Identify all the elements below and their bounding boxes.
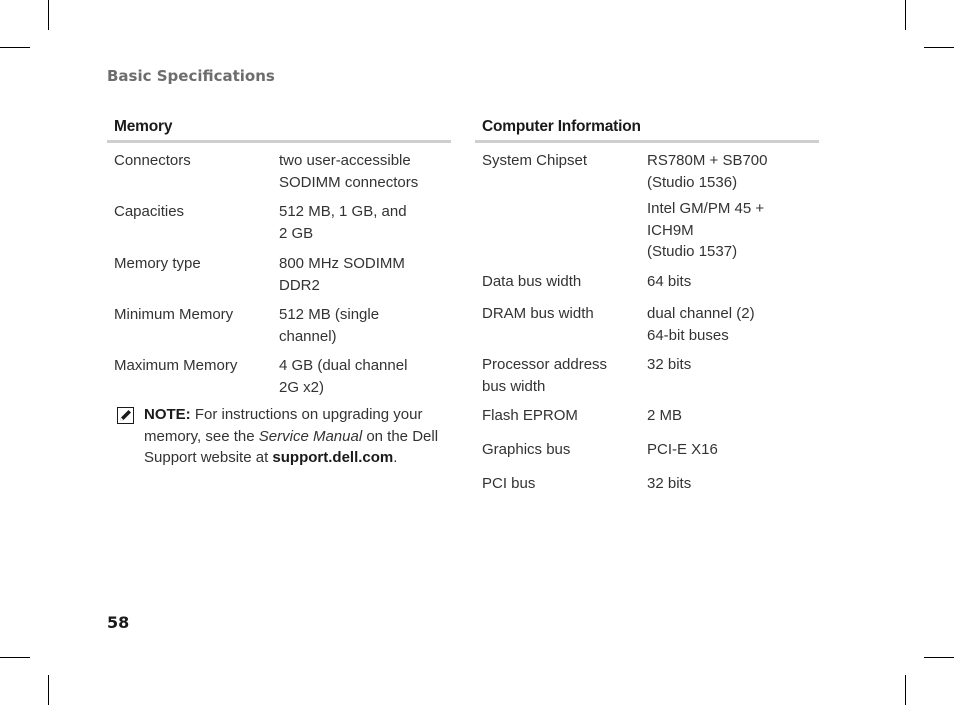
spec-value [647,354,819,397]
spec-value-line: 2G x2) [279,378,325,396]
spec-label: DRAM bus width [482,305,594,322]
spec-label: Capacities [114,203,185,220]
memory-section [107,116,451,469]
spec-value [647,303,819,346]
spec-row [475,354,819,397]
spec-value-line: (Studio 1537) [647,243,738,260]
crop-mark [924,657,954,658]
crop-mark [905,675,906,705]
spec-value-line: DDR2 [279,276,320,294]
spec-row [475,198,819,263]
spec-row [107,304,451,347]
note-label: NOTE: [144,406,191,423]
crop-mark [0,47,30,48]
spec-value-line: Intel GM/PM 45 + [647,200,765,217]
spec-value-line: 4 GB (dual channel [279,357,408,374]
note-text-1: For instructions on upgrading your memory, see the [144,406,423,445]
spec-value-line: RS780M + SB700 [647,152,768,169]
note-text-2: on the Dell Support website at [144,427,439,466]
computer-info-section [475,116,819,495]
spec-value-line: PCI-E X16 [647,440,718,458]
spec-row [107,355,451,398]
memory-title: Memory [107,116,451,143]
spec-row [475,303,819,346]
spec-row [475,271,819,293]
spec-value-line: 512 MB (single [279,306,380,323]
spec-value-line: channel) [279,327,337,345]
crop-mark [924,47,954,48]
spec-label [475,354,647,397]
spec-value [279,355,451,398]
memory-note [107,404,451,469]
spec-label: Memory type [114,255,201,272]
spec-value-line: SODIMM connectors [279,173,419,191]
spec-value [279,150,451,193]
spec-label: PCI bus [482,475,536,492]
support-link[interactable]: support.dell.com [272,449,394,466]
spec-value-line: 2 GB [279,224,314,242]
spec-label: System Chipset [482,152,588,169]
spec-row [107,201,451,244]
memory-rows [107,150,451,398]
spec-label-line: Processor address [482,356,608,373]
spec-value-line: (Studio 1536) [647,173,738,191]
note-text [144,404,444,469]
crop-mark [905,0,906,30]
spec-value-line: 64 bits [647,272,692,290]
computer-info-title: Computer Information [475,116,819,143]
spec-row [475,150,819,193]
crop-mark [48,675,49,705]
spec-value [647,405,819,427]
spec-value-line: 512 MB, 1 GB, and [279,203,407,220]
page-number: 58 [107,613,130,632]
spec-label-line: bus width [482,377,546,395]
spec-label: Minimum Memory [114,306,234,323]
spec-label: Flash EPROM [482,407,578,424]
spec-row [475,405,819,427]
spec-value [647,198,819,263]
crop-mark [0,657,30,658]
crop-mark [48,0,49,30]
spec-value [279,201,451,244]
spec-label: Maximum Memory [114,357,238,374]
spec-value [647,439,819,461]
spec-value-line: 32 bits [647,475,692,492]
spec-label: Data bus width [482,272,582,290]
service-manual-ref: Service Manual [258,427,363,445]
spec-row [107,150,451,193]
computer-info-rows [475,150,819,495]
spec-value [279,253,451,296]
spec-label: Connectors [114,152,191,169]
spec-value [647,150,819,193]
spec-value [279,304,451,347]
spec-row [475,439,819,461]
spec-row [107,253,451,296]
spec-value-line: 800 MHz SODIMM [279,255,405,272]
spec-value-line: 64-bit buses [647,326,729,344]
spec-value-line: 2 MB [647,407,683,424]
spec-row [475,473,819,495]
spec-value [647,473,819,495]
spec-label: Graphics bus [482,440,571,458]
spec-value-line: two user-accessible [279,152,411,169]
note-end: . [393,449,398,466]
spec-value [647,271,819,293]
pencil-note-icon [117,407,134,424]
spec-value-line: ICH9M [647,221,694,239]
page-header: Basic Specifications [107,67,275,85]
spec-value-line: 32 bits [647,356,692,373]
spec-value-line: dual channel (2) [647,305,755,322]
spec-label [475,198,647,263]
